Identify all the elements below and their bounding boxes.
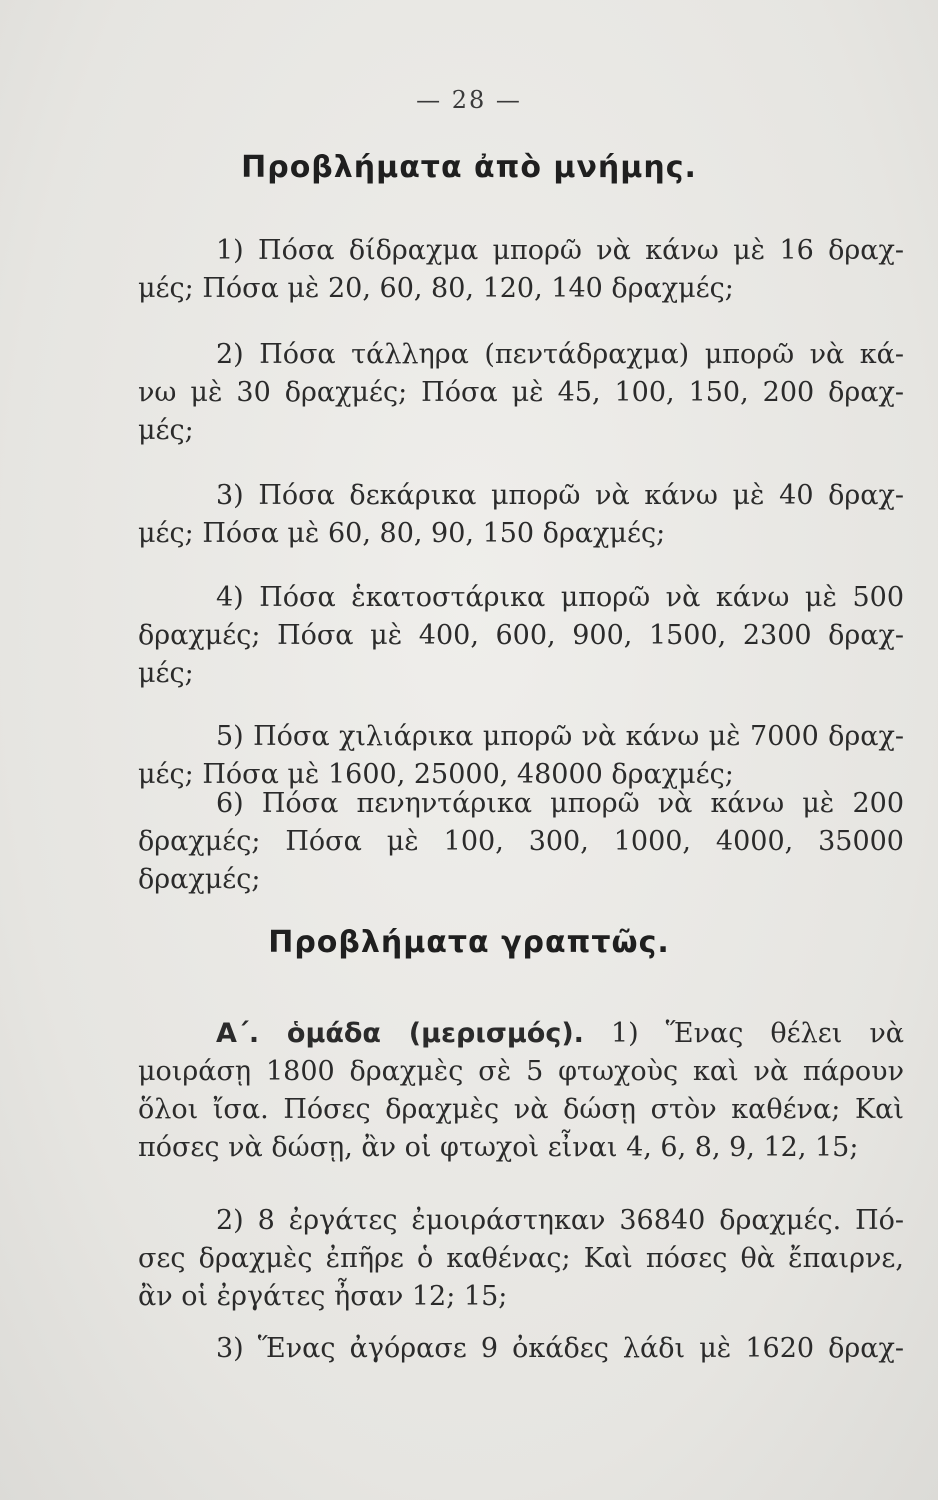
text-line: 6) Πόσα πενηντάρικα μπορῶ νὰ κάνω μὲ 200 — [216, 788, 904, 819]
text-line: 3) Πόσα δεκάρικα μπορῶ νὰ κάνω μὲ 40 δραχ- — [216, 480, 904, 511]
problem-memory-6 — [138, 785, 904, 899]
problem-memory-4 — [138, 579, 904, 693]
text-line: 3) Ἕνας ἀγόρασε 9 ὀκάδες λάδι μὲ 1620 δραχ- — [216, 1333, 904, 1364]
text-line: ἂν οἱ ἐργάτες ἦσαν 12; 15; — [138, 1281, 508, 1312]
text-line: δραχμές; Πόσα μὲ 400, 600, 900, 1500, 2300 δραχ- — [138, 620, 904, 651]
text-line: μοιράσῃ 1800 δραχμὲς σὲ 5 φτωχοὺς καὶ νὰ πάρουν — [138, 1056, 904, 1087]
problem-memory-3 — [138, 477, 904, 553]
text-line: 2) Πόσα τάλληρα (πεντάδραχμα) μπορῶ νὰ κά- — [216, 339, 904, 370]
problem-memory-5 — [138, 718, 904, 794]
text-line: 4) Πόσα ἑκατοστάρικα μπορῶ νὰ κάνω μὲ 500 — [216, 582, 904, 613]
group-a-label: Α΄. ὁμάδα (μερισμός). — [216, 1018, 584, 1049]
text-line: νω μὲ 30 δραχμές; Πόσα μὲ 45, 100, 150, 200 δραχ- — [138, 377, 904, 408]
text-line: μές; Πόσα μὲ 20, 60, 80, 120, 140 δραχμές; — [138, 273, 734, 304]
text-line: 2) 8 ἐργάτες ἐμοιράστηκαν 36840 δραχμές. Πό- — [216, 1205, 904, 1236]
problem-memory-2 — [138, 336, 904, 450]
section-heading-written: Προβλήματα γραπτῶς. — [268, 925, 670, 960]
text-fragment: 1) Ἕνας θέλει νὰ — [610, 1018, 904, 1049]
problem-memory-1 — [138, 232, 904, 308]
page-number: — 28 — — [416, 86, 522, 114]
section-heading-memory: Προβλήματα ἀπὸ μνήμης. — [241, 150, 697, 185]
text-line: δραχμές; — [138, 864, 261, 895]
text-line: μές; — [138, 415, 194, 446]
text-line: 1) Πόσα δίδραχμα μπορῶ νὰ κάνω μὲ 16 δραχ- — [216, 235, 904, 266]
text-line — [138, 1015, 904, 1053]
text-line: ὅλοι ἴσα. Πόσες δραχμὲς νὰ δώσῃ στὸν καθένα; Καὶ — [138, 1094, 904, 1125]
text-line: μές; — [138, 658, 194, 689]
problem-written-2 — [138, 1202, 904, 1316]
problem-written-1 — [138, 1015, 904, 1167]
text-line: μές; Πόσα μὲ 1600, 25000, 48000 δραχμές; — [138, 759, 734, 790]
text-line: 5) Πόσα χιλιάρικα μπορῶ νὰ κάνω μὲ 7000 δραχ- — [216, 721, 904, 752]
text-line: μές; Πόσα μὲ 60, 80, 90, 150 δραχμές; — [138, 518, 666, 549]
text-line: δραχμές; Πόσα μὲ 100, 300, 1000, 4000, 35000 — [138, 826, 904, 857]
text-line: πόσες νὰ δώσῃ, ἂν οἱ φτωχοὶ εἶναι 4, 6, 8, 9, 12, 15; — [138, 1132, 859, 1163]
text-line: σες δραχμὲς ἐπῆρε ὁ καθένας; Καὶ πόσες θὰ ἔπαιρνε, — [138, 1243, 904, 1274]
problem-written-3 — [138, 1330, 904, 1368]
